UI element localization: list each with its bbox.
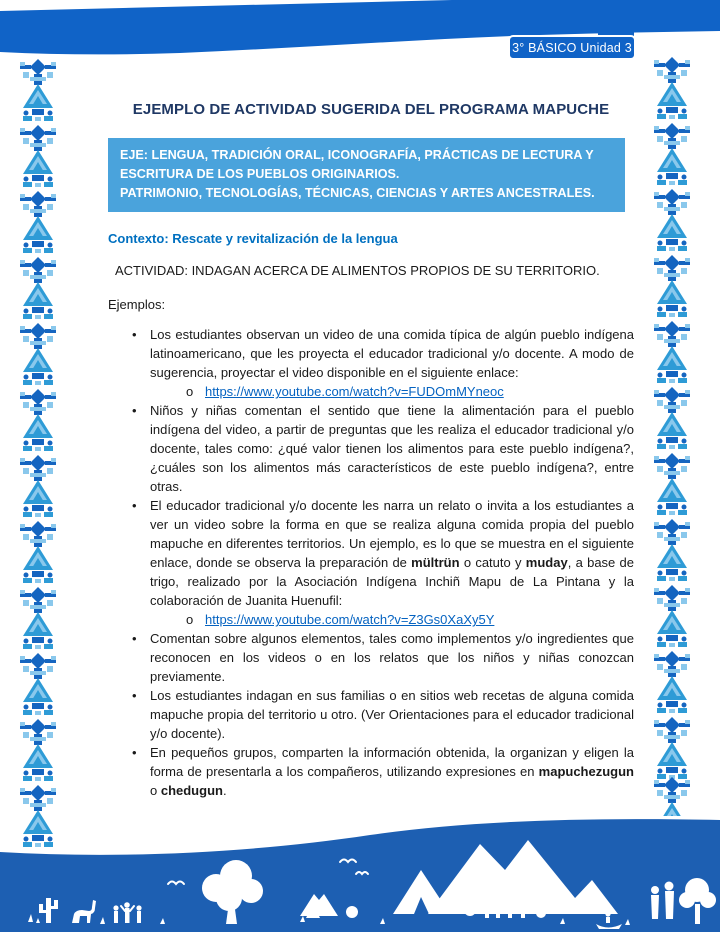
list-item-text: El educador tradicional y/o docente les narra un relato o invita a los estudiantes a ver un video sobre la forma en que se realiza alguna comida propia del pueblo mapuche en diferentes territorios. Un ejemplo, es lo que se muestra en el siguiente enlace, donde se observa la preparación de mültrün o catuto y muday, a base de trigo, realizado por la Asociación Indígena Inchiñ Mapu de La Pintana y la colaboración de Juanita Huenufil: <box>150 498 635 609</box>
list-item <box>108 686 634 743</box>
mapuche-border-right-icon <box>653 56 691 816</box>
eje-highlight-box <box>108 138 625 212</box>
list-item-text: Los estudiantes observan un video de una comida típica de algún pueblo indígena latinoamericano, que les proyecta el educador tradicional y/o docente. A modo de sugerencia, proyectar el video disponible en el siguiente enlace: <box>150 327 634 381</box>
list-item <box>108 325 634 382</box>
bullet-marker: • <box>132 745 137 761</box>
youtube-link-1[interactable]: https://www.youtube.com/watch?v=FUDOmMYneoc <box>205 384 504 400</box>
eje-line-2: PATRIMONIO, TECNOLOGÍAS, TÉCNICAS, CIENCIAS Y ARTES ANCESTRALES. <box>120 186 595 201</box>
bullet-marker: • <box>132 327 137 343</box>
landscape-footer <box>0 812 720 932</box>
unit-badge <box>508 35 636 60</box>
mapuche-border-left-icon <box>19 58 57 848</box>
list-item <box>108 743 634 800</box>
sub-bullet-marker: o <box>186 612 194 628</box>
bullet-marker: • <box>132 688 137 704</box>
document-content <box>108 101 634 800</box>
list-subitem <box>108 382 634 401</box>
sub-bullet-marker: o <box>186 384 194 400</box>
list-item <box>108 401 634 496</box>
list-item <box>108 496 634 610</box>
list-item-text: Niños y niñas comentan el sentido que tiene la alimentación para el pueblo indígena del video, a partir de preguntas que les realiza el educador tradicional y/o docente, tales como: ¿qué valor tienen los alimentos para este pueblo indígena?, ¿cuáles son los alimentos más característicos de este pueblo indígena?, entre otras. <box>150 403 634 495</box>
bush-icon <box>464 904 476 916</box>
youtube-link-2[interactable]: https://www.youtube.com/watch?v=Z3Gs0XaXy5Y <box>205 612 495 628</box>
list-item-text: En pequeños grupos, comparten la información obtenida, la organizan y eligen la forma de presentarla a los compañeros, utilizando expresiones en mapuchezugun o chedugun. <box>150 745 634 799</box>
eje-line-1: EJE: LENGUA, TRADICIÓN ORAL, ICONOGRAFÍA, PRÁCTICAS DE LECTURA Y ESCRITURA DE LOS PUEBLOS ORIGINARIOS. <box>120 148 594 182</box>
list-item-text: Los estudiantes indagan en sus familias o en sitios web recetas de alguna comida mapuche propia del territorio u otro. (Ver Orientaciones para el educador tradicional y/o docente). <box>150 688 634 742</box>
list-item <box>108 629 634 686</box>
ejemplos-label: Ejemplos: <box>108 297 166 313</box>
page-title: EJEMPLO DE ACTIVIDAD SUGERIDA DEL PROGRAMA MAPUCHE <box>132 101 610 118</box>
bullet-marker: • <box>132 631 137 647</box>
examples-list <box>108 325 634 800</box>
bush-icon <box>346 906 358 918</box>
contexto-line: Contexto: Rescate y revitalización de la lengua <box>108 231 398 247</box>
bush-icon <box>536 908 546 918</box>
actividad-line: ACTIVIDAD: INDAGAN ACERCA DE ALIMENTOS PROPIOS DE SU TERRITORIO. <box>115 263 600 279</box>
bullet-marker: • <box>132 403 137 419</box>
list-subitem <box>108 610 634 629</box>
unit-badge-label: 3° BÁSICO Unidad 3 <box>512 40 632 55</box>
bullet-marker: • <box>132 498 137 514</box>
list-item-text: Comentan sobre algunos elementos, tales como implementos y/o ingredientes que reconocen en los videos o en los relatos que los niños y niñas conozcan previamente. <box>150 631 634 685</box>
